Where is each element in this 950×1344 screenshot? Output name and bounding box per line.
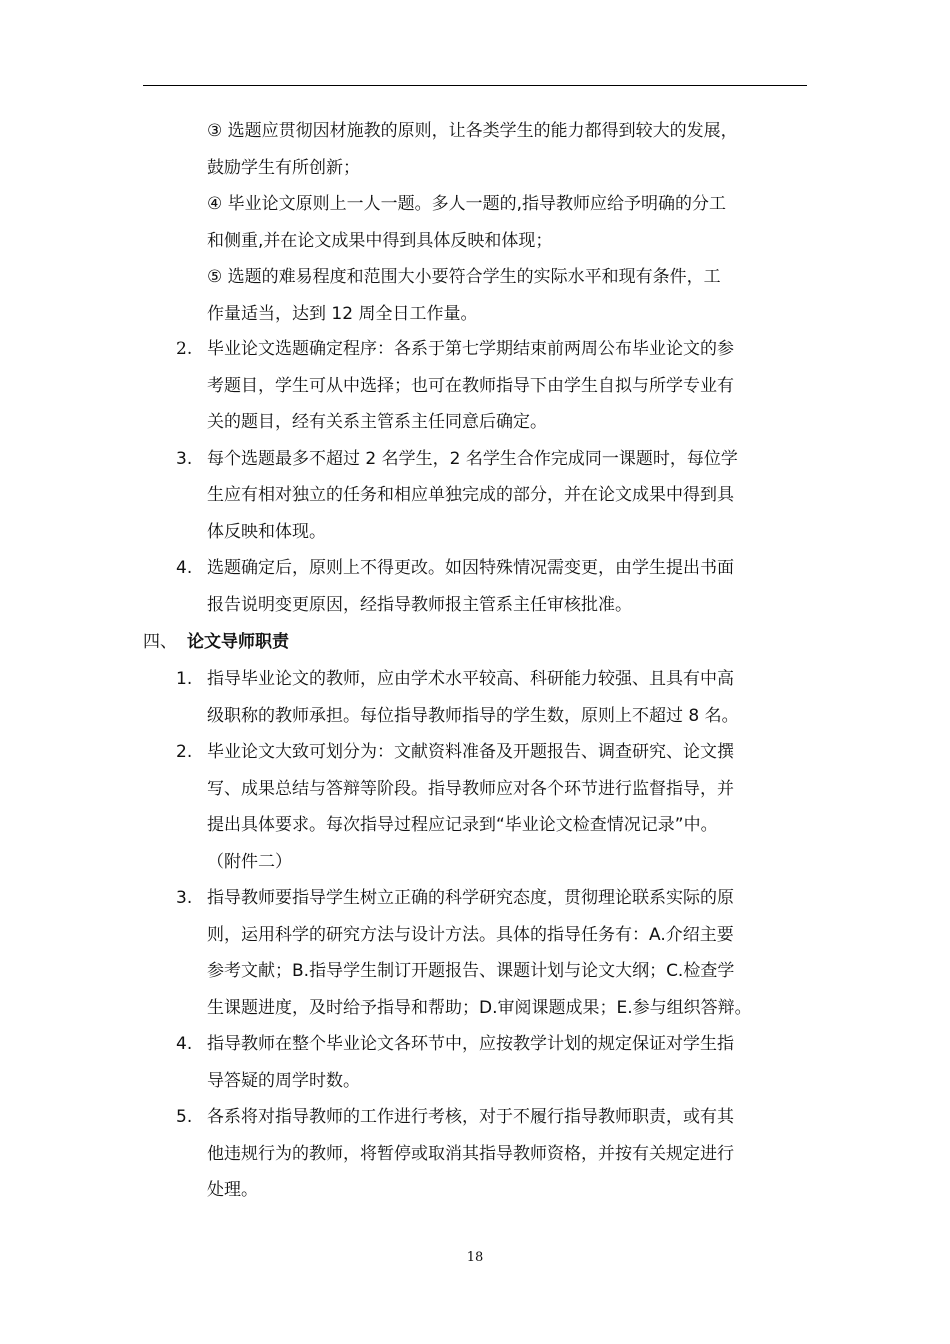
item-number: 1.: [176, 669, 193, 689]
section-number: 四、: [143, 632, 177, 652]
list-item-line: 生课题进度，及时给予指导和帮助；D.审阅课题成果；E.参与组织答辩。: [207, 997, 752, 1018]
list-item-line: 关的题目，经有关系主管系主任同意后确定。: [207, 412, 547, 432]
item-number: 3.: [176, 448, 193, 469]
list-item-line: 报告说明变更原因，经指导教师报主管系主任审核批准。: [207, 594, 632, 615]
header-rule: [143, 85, 807, 86]
item-number: 4.: [176, 558, 193, 578]
list-item-line: ⑤ 选题的难易程度和范围大小要符合学生的实际水平和现有条件，工: [207, 267, 721, 287]
list-item-line: 各系将对指导教师的工作进行考核，对于不履行指导教师职责，或有其: [207, 1107, 734, 1127]
list-item-line: 指导毕业论文的教师，应由学术水平较高、科研能力较强、且具有中高: [207, 669, 734, 689]
item-number: 2.: [176, 339, 193, 359]
list-item-line: 级职称的教师承担。每位指导教师指导的学生数，原则上不超过 8 名。: [207, 705, 739, 726]
list-item-line: ③ 选题应贯彻因材施教的原则，让各类学生的能力都得到较大的发展，: [207, 121, 738, 141]
list-item-line: 和侧重,并在论文成果中得到具体反映和体现；: [207, 230, 553, 251]
list-item-line: 每个选题最多不超过 2 名学生，2 名学生合作完成同一课题时，每位学: [207, 448, 738, 469]
item-number: 3.: [176, 888, 193, 908]
list-item-line: 参考文献；B.指导学生制订开题报告、课题计划与论文大纲；C.检查学: [207, 961, 735, 981]
list-item-line: 则，运用科学的研究方法与设计方法。具体的指导任务有：A.介绍主要: [207, 924, 734, 945]
list-item-line: 毕业论文大致可划分为：文献资料准备及开题报告、调查研究、论文撰: [207, 742, 734, 762]
list-item-line: 处理。: [207, 1180, 258, 1200]
item-number: 2.: [176, 742, 193, 762]
list-item-line: （附件二）: [207, 851, 292, 872]
list-item-line: 导答疑的周学时数。: [207, 1070, 360, 1091]
list-item-line: 写、成果总结与答辩等阶段。指导教师应对各个环节进行监督指导，并: [207, 778, 734, 799]
section-heading: 论文导师职责: [187, 632, 289, 652]
list-item-line: 考题目，学生可从中选择；也可在教师指导下由学生自拟与所学专业有: [207, 375, 734, 396]
list-item-line: 毕业论文选题确定程序：各系于第七学期结束前两周公布毕业论文的参: [207, 339, 734, 359]
list-item-line: ④ 毕业论文原则上一人一题。多人一题的,指导教师应给予明确的分工: [207, 194, 727, 214]
list-item-line: 他违规行为的教师，将暂停或取消其指导教师资格，并按有关规定进行: [207, 1143, 734, 1164]
list-item-line: 鼓励学生有所创新；: [207, 157, 360, 178]
list-item-line: 指导教师要指导学生树立正确的科学研究态度，贯彻理论联系实际的原: [207, 888, 734, 908]
list-item-line: 作量适当，达到 12 周全日工作量。: [207, 303, 478, 324]
list-item-line: 选题确定后，原则上不得更改。如因特殊情况需变更，由学生提出书面: [207, 558, 734, 578]
item-number: 5.: [176, 1107, 193, 1127]
list-item-line: 指导教师在整个毕业论文各环节中，应按教学计划的规定保证对学生指: [207, 1034, 734, 1054]
list-item-line: 生应有相对独立的任务和相应单独完成的部分，并在论文成果中得到具: [207, 485, 734, 505]
list-item-line: 体反映和体现。: [207, 521, 326, 542]
item-number: 4.: [176, 1034, 193, 1054]
list-item-line: 提出具体要求。每次指导过程应记录到“毕业论文检查情况记录”中。: [207, 815, 718, 835]
page-number: 18: [466, 1250, 484, 1265]
